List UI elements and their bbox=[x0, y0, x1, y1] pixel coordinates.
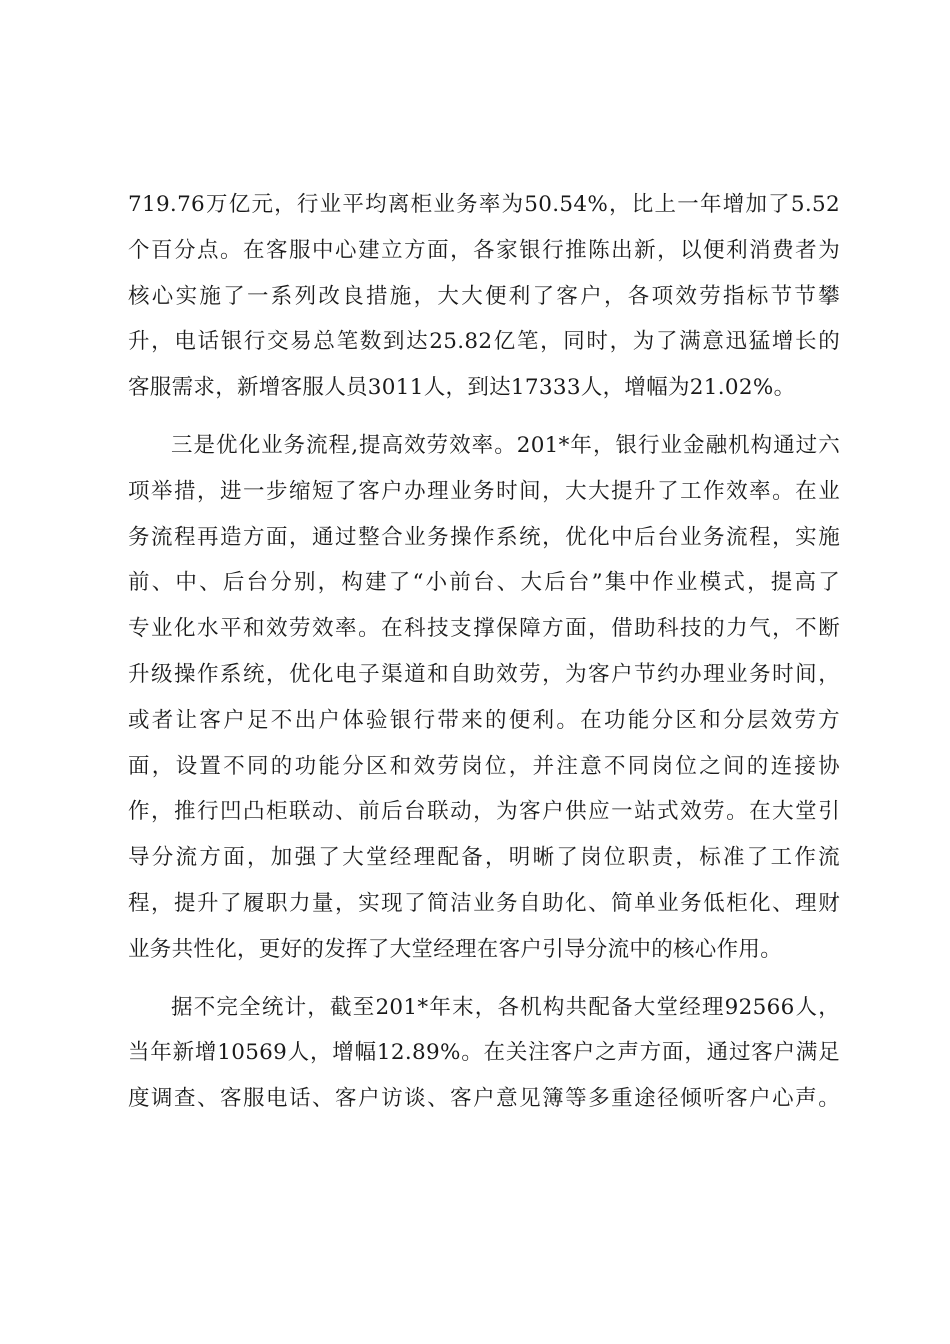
text-line: 据不完全统计，截至201*年末，各机构共配备大堂经理92566人， bbox=[171, 994, 840, 1020]
text-line: 当年新增10569人，增幅12.89%。在关注客户之声方面，通过客户满足 bbox=[128, 1040, 840, 1066]
text-line: 核心实施了一系列改良措施，大大便利了客户，各项效劳指标节节攀 bbox=[128, 283, 840, 309]
text-line: 或者让客户足不出户体验银行带来的便利。在功能分区和分层效劳方 bbox=[128, 707, 840, 733]
text-line: 升，电话银行交易总笔数到达25.82亿笔，同时，为了满意迅猛增长的 bbox=[128, 329, 840, 355]
paragraph-2 bbox=[128, 423, 840, 973]
paragraph-1 bbox=[128, 182, 840, 411]
text-line: 度调查、客服电话、客户访谈、客户意见簿等多重途径倾听客户心声。 bbox=[128, 1086, 840, 1112]
text-line: 三是优化业务流程,提高效劳效率。201*年，银行业金融机构通过六 bbox=[171, 432, 840, 458]
text-line: 面，设置不同的功能分区和效劳岗位，并注意不同岗位之间的连接协 bbox=[128, 753, 840, 779]
text-line: 客服需求，新增客服人员3011人，到达17333人，增幅为21.02%。 bbox=[128, 375, 796, 401]
paragraph-3 bbox=[128, 985, 840, 1122]
text-line: 个百分点。在客服中心建立方面，各家银行推陈出新，以便利消费者为 bbox=[128, 237, 840, 263]
document-body bbox=[128, 182, 840, 1122]
text-line: 业务共性化，更好的发挥了大堂经理在客户引导分流中的核心作用。 bbox=[128, 936, 783, 962]
text-line: 升级操作系统，优化电子渠道和自助效劳，为客户节约办理业务时间， bbox=[128, 661, 840, 687]
text-line: 项举措，进一步缩短了客户办理业务时间，大大提升了工作效率。在业 bbox=[128, 478, 840, 504]
text-line: 导分流方面，加强了大堂经理配备，明晰了岗位职责，标准了工作流 bbox=[128, 845, 840, 871]
text-line: 程，提升了履职力量，实现了简洁业务自助化、简单业务低柜化、理财 bbox=[128, 890, 840, 916]
text-line: 务流程再造方面，通过整合业务操作系统，优化中后台业务流程，实施 bbox=[128, 524, 840, 550]
text-line: 专业化水平和效劳效率。在科技支撑保障方面，借助科技的力气，不断 bbox=[128, 616, 840, 642]
text-line: 719.76万亿元，行业平均离柜业务率为50.54%，比上一年增加了5.52 bbox=[128, 192, 840, 217]
text-line: 作，推行凹凸柜联动、前后台联动，为客户供应一站式效劳。在大堂引 bbox=[128, 799, 840, 825]
text-line: 前、中、后台分别，构建了“小前台、大后台”集中作业模式，提高了 bbox=[128, 570, 840, 596]
